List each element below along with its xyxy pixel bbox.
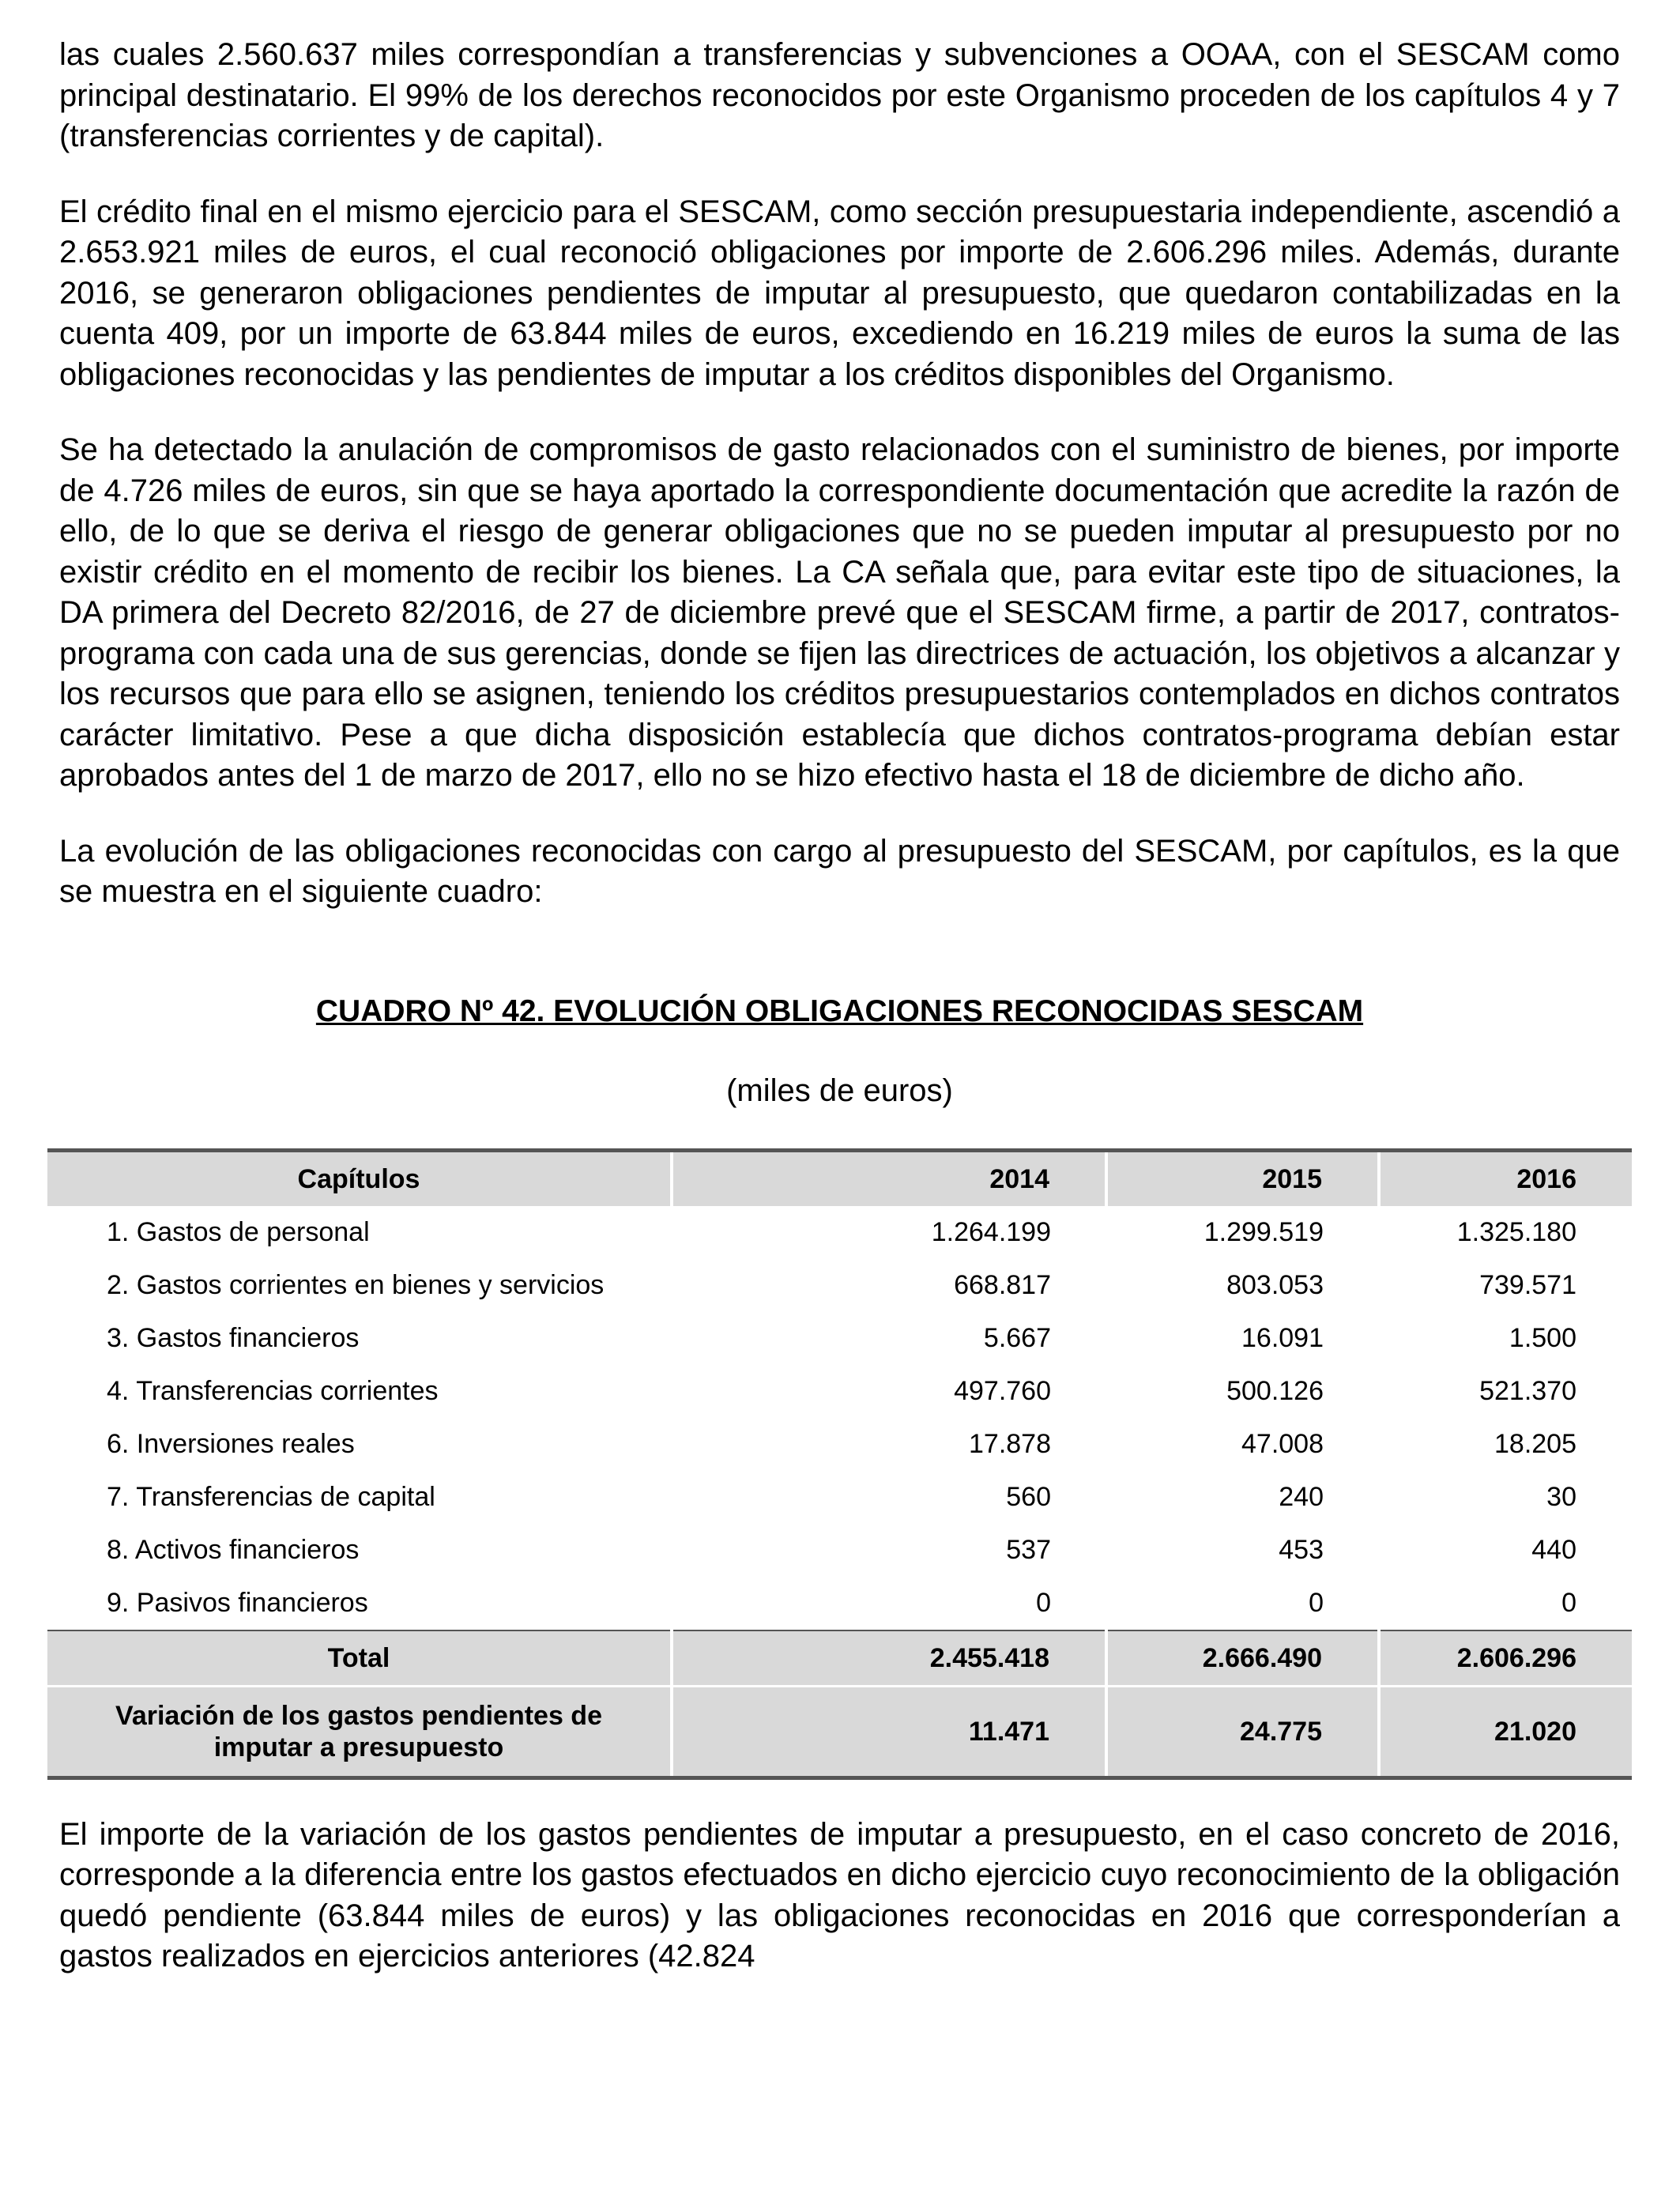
table-row — [47, 1524, 1632, 1577]
variation-label — [47, 1686, 672, 1777]
cell-2015: 240 — [1279, 1482, 1324, 1512]
row-label: 9. Pasivos financieros — [107, 1588, 368, 1618]
paragraph-1: las cuales 2.560.637 miles correspondían a transferencias y subvenciones a OOAA, con el SESCAM como principal destinatario. El 99% de los derechos reconocidos por este Organismo proceden de los capítulos 4 y 7 (transferencias corrientes y de capital). — [59, 37, 1620, 153]
cell-2016: 1.325.180 — [1456, 1217, 1576, 1247]
paragraph-2: El crédito final en el mismo ejercicio para el SESCAM, como sección presupuestaria independiente, ascendió a 2.653.921 miles de euros, el cual reconoció obligaciones por importe de 2.606.296 miles. Además, durante 2016, se generaron obligaciones pendientes de imputar al presupuesto, que quedaron contabilizadas en la cuenta 409, por un importe de 63.844 miles de euros, excediendo en 16.219 miles de euros la suma de las obligaciones reconocidas y las pendientes de imputar a los créditos disponibles del Organismo. — [59, 194, 1620, 392]
cell-2014: 1.264.199 — [931, 1217, 1051, 1247]
row-label: 1. Gastos de personal — [107, 1217, 370, 1247]
closing-paragraph: El importe de la variación de los gastos pendientes de imputar a presupuesto, en el caso concreto de 2016, corresponde a la diferencia entre los gastos efectuados en dicho ejercicio cuyo reconocimiento de la obligación quedó pendiente (63.844 miles de euros) y las obligaciones reconocidas en 2016 que corresponderían a gastos realizados en ejercicios anteriores (42.824 — [59, 1816, 1620, 1973]
cell-2015: 0 — [1309, 1588, 1324, 1618]
row-label: 2. Gastos corrientes en bienes y servicios — [107, 1270, 605, 1300]
table-row — [47, 1418, 1632, 1471]
row-label: 4. Transferencias corrientes — [107, 1376, 439, 1406]
table-row — [47, 1365, 1632, 1418]
header-capitulos: Capítulos — [47, 1150, 672, 1206]
obligations-table — [47, 1148, 1632, 1780]
cell-2016: 739.571 — [1479, 1270, 1576, 1300]
total-2014: 2.455.418 — [672, 1630, 1106, 1687]
variation-2015: 24.775 — [1106, 1686, 1379, 1777]
header-2014: 2014 — [672, 1150, 1106, 1206]
header-2015: 2015 — [1106, 1150, 1379, 1206]
table-row — [47, 1312, 1632, 1365]
cell-2014: 537 — [1006, 1535, 1051, 1565]
cell-2015: 453 — [1279, 1535, 1324, 1565]
cell-2016: 18.205 — [1494, 1429, 1576, 1459]
row-label: 7. Transferencias de capital — [107, 1482, 435, 1512]
table-row — [47, 1206, 1632, 1259]
total-2015: 2.666.490 — [1106, 1630, 1379, 1687]
total-label: Total — [327, 1642, 390, 1673]
cell-2015: 500.126 — [1226, 1376, 1324, 1406]
variation-2016: 21.020 — [1379, 1686, 1632, 1777]
table-row — [47, 1577, 1632, 1630]
variation-row — [47, 1686, 1632, 1777]
cell-2016: 440 — [1531, 1535, 1576, 1565]
variation-label-text: Variación de los gastos pendientes de imputar a presupuesto — [115, 1700, 602, 1762]
cell-2016: 521.370 — [1479, 1376, 1576, 1406]
paragraph-3: Se ha detectado la anulación de compromisos de gasto relacionados con el suministro de bienes, por importe de 4.726 miles de euros, sin que se haya aportado la correspondiente documentación que acredite la razón de ello, de lo que se deriva el riesgo de generar obligaciones que no se pueden imputar al presupuesto por no existir crédito en el momento de recibir los bienes. La CA señala que, para evitar este tipo de situaciones, la DA primera del Decreto 82/2016, de 27 de diciembre prevé que el SESCAM firme, a partir de 2017, contratos-programa con cada una de sus gerencias, donde se fijen las directrices de actuación, los objetivos a alcanzar y los recursos que para ello se asignen, teniendo los créditos presupuestarios contemplados en dichos contratos carácter limitativo. Pese a que dicha disposición establecía que dichos contratos-programa debían estar aprobados antes del 1 de marzo de 2017, ello no se hizo efectivo hasta el 18 de diciembre de dicho año. — [59, 432, 1620, 793]
cell-2014: 560 — [1006, 1482, 1051, 1512]
variation-2014: 11.471 — [672, 1686, 1106, 1777]
cell-2014: 5.667 — [983, 1323, 1051, 1353]
total-2016: 2.606.296 — [1379, 1630, 1632, 1687]
row-label: 8. Activos financieros — [107, 1535, 360, 1565]
cell-2015: 803.053 — [1226, 1270, 1324, 1300]
row-label: 3. Gastos financieros — [107, 1323, 360, 1353]
document-page — [59, 35, 1620, 2012]
table-title: CUADRO Nº 42. EVOLUCIÓN OBLIGACIONES RECONOCIDAS SESCAM — [315, 993, 1364, 1028]
row-label: 6. Inversiones reales — [107, 1429, 355, 1459]
cell-2016: 0 — [1561, 1588, 1576, 1618]
cell-2015: 16.091 — [1241, 1323, 1324, 1353]
cell-2015: 1.299.519 — [1203, 1217, 1324, 1247]
cell-2014: 0 — [1036, 1588, 1051, 1618]
cell-2014: 668.817 — [954, 1270, 1051, 1300]
cell-2014: 497.760 — [954, 1376, 1051, 1406]
table-row — [47, 1471, 1632, 1524]
cell-2016: 1.500 — [1509, 1323, 1576, 1353]
table-header-row — [47, 1150, 1632, 1206]
cell-2015: 47.008 — [1241, 1429, 1324, 1459]
header-2016: 2016 — [1379, 1150, 1632, 1206]
paragraph-4: La evolución de las obligaciones reconocidas con cargo al presupuesto del SESCAM, por capítulos, es la que se muestra en el siguiente cuadro: — [59, 833, 1620, 909]
cell-2014: 17.878 — [969, 1429, 1051, 1459]
total-row — [47, 1630, 1632, 1687]
table-subtitle: (miles de euros) — [726, 1072, 953, 1108]
table-row — [47, 1259, 1632, 1312]
cell-2016: 30 — [1546, 1482, 1576, 1512]
